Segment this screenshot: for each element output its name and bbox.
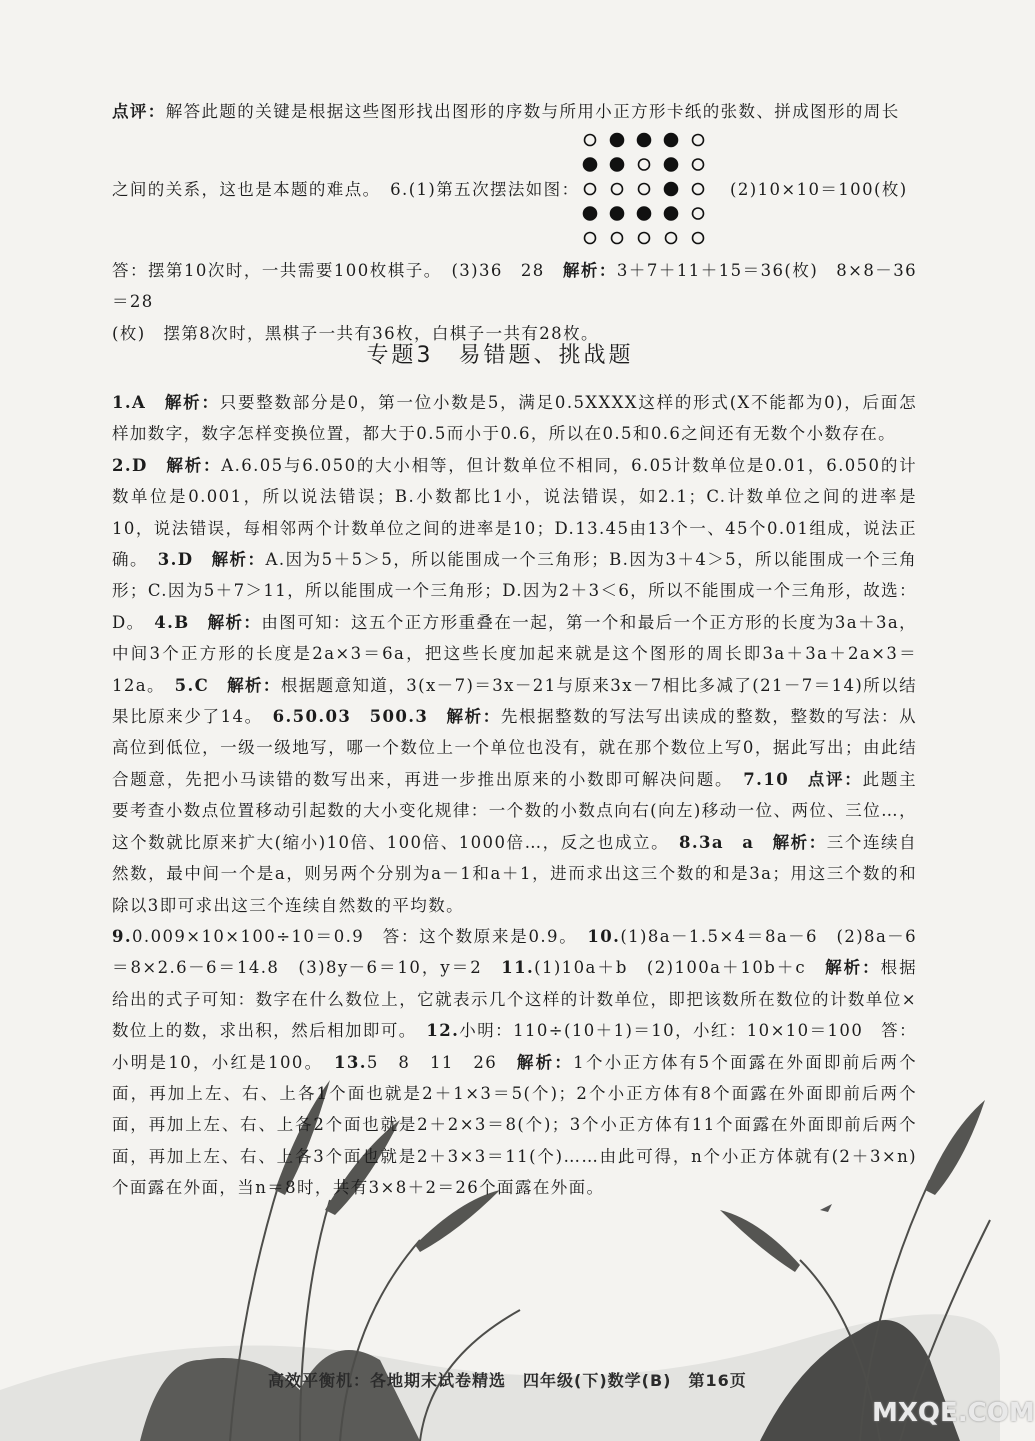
q12-number: 12.	[426, 1021, 460, 1041]
answer-line-3	[112, 255, 917, 349]
black-piece	[584, 207, 597, 220]
analysis-text: 3＋7＋11＋15＝36(枚) 8×8－36＝28	[112, 261, 918, 312]
answer-text-3: 答：摆第10次时，一共需要100枚棋子。 (3)36 28	[112, 261, 563, 280]
comment-line-2	[112, 174, 582, 205]
chess-piece-grid	[580, 130, 714, 248]
q13-analysis: 1个小正方体有5个面露在外面即前后两个面，再加上左、右、上各1个面也就是2＋1×3＝5(个)；2个小正方体有8个面露在外面即前后两个面，再加上左、右、上各2个面也就是2＋2×3＝8(个)；3个小正方体有11个面露在外面即前后两个面，再加上左、右、上各3个面也就是2＋3×3＝11(个)……由此可得，n个小正方体就有(2＋3×n)个面露在外面，当n＝8时，共有3×8＋2＝26个面露在外面。	[112, 1052, 917, 1198]
q13-analysis-label: 解析：	[516, 1052, 574, 1072]
q1-analysis: 只要整数部分是0，第一位小数是5，满足0.5XXXX这样的形式(X不能都为0)，后面怎样加数字，数字怎样变换位置，都大于0.5而小于0.6，所以在0.5和0.6之间还有无数个小数存在。	[112, 393, 917, 444]
q4-number: 4.B	[154, 612, 208, 632]
q9-answer: 0.009×10×100÷10＝0.9 答：这个数原来是0.9。	[132, 926, 588, 946]
comment-line-1	[112, 96, 917, 127]
q6-part1: 6.(1)第五次摆法如图：	[390, 180, 580, 199]
q8-analysis: 三个连续自然数，最中间一个是a，则另两个分别为a－1和a＋1，进而求出这三个数的和是3a；用这三个数的和除以3即可求出这三个连续自然数的平均数。	[112, 832, 917, 915]
q11-answer: (1)10a＋b (2)100a＋10b＋c	[534, 958, 826, 978]
q7-comment-label: 点评：	[807, 769, 863, 789]
q1-number: 1.A	[112, 393, 165, 412]
comment-text-2: 之间的关系，这也是本题的难点。	[112, 180, 373, 199]
comment-text: 解答此题的关键是根据这些图形找出图形的序数与所用小正方形卡纸的张数、拼成图形的周长	[165, 102, 900, 121]
q4-analysis-label: 解析：	[207, 612, 262, 632]
white-piece	[639, 159, 650, 170]
white-piece	[585, 184, 596, 195]
black-piece	[611, 134, 624, 147]
white-piece	[612, 233, 623, 244]
white-piece	[693, 208, 704, 219]
q1-analysis-label: 解析：	[164, 393, 220, 412]
q11-number: 11.	[501, 958, 535, 978]
black-piece	[611, 158, 624, 171]
black-piece	[584, 158, 597, 171]
q10-number: 10.	[587, 926, 621, 946]
q6-part2: (2)10×10＝100(枚)	[730, 180, 908, 199]
section-heading: 专题3 易错题、挑战题	[366, 343, 634, 368]
q9-number: 9.	[112, 926, 133, 946]
q3-number: 3.D	[157, 550, 212, 570]
white-piece	[585, 233, 596, 244]
white-piece	[693, 233, 704, 244]
answer-text-4: (枚) 摆第8次时，黑棋子一共有36枚，白棋子一共有28枚。	[112, 323, 599, 343]
white-piece	[666, 233, 677, 244]
site-watermark: MXQE.COM	[872, 1398, 1035, 1428]
q6-number: 6.50.03 500.3	[272, 707, 447, 727]
white-piece	[585, 135, 596, 146]
q6-analysis: 先根据整数的写法写出读成的整数，整数的写法：从高位到低位，一级一级地写，哪一个数位上一个单位也没有，就在那个数位上写0，据此写出；由此结合题意，先把小马读错的数写出来，再进一步推出原来的小数即可解决问题。	[112, 707, 918, 789]
q2-analysis: A.6.05与6.050的大小相等，但计数单位不相同，6.05计数单位是0.01，6.050的计数单位是0.001，所以说法错误；B.小数都比1小，说法错误，如2.1；C.计数单位之间的进率是10，说法错误，每相邻两个计数单位之间的进率是10；D.13.45由13个一、45个0.01组成，说法正确。	[112, 455, 917, 570]
analysis-label: 解析：	[562, 261, 617, 280]
white-piece	[639, 184, 650, 195]
q13-answer: 5 8 11 26	[366, 1052, 517, 1072]
white-piece	[639, 233, 650, 244]
section-answers	[112, 387, 917, 1204]
q3-analysis-label: 解析：	[211, 550, 266, 570]
black-piece	[611, 207, 624, 220]
q5-number: 5.C	[174, 675, 228, 695]
q10-answer: (1)8a－1.5×4＝8a－6 (2)8a－6＝8×2.6－6＝14.8 (3)8y－6＝10，y＝2	[112, 926, 917, 978]
black-piece	[638, 207, 651, 220]
white-piece	[612, 184, 623, 195]
black-piece	[665, 207, 678, 220]
q8-number: 8.3a a	[679, 832, 773, 852]
q5-analysis: 根据题意知道，3(x－7)＝3x－21与原来3x－7相比多减了(21－7＝14)所以结果比原来少了14。	[112, 675, 917, 727]
q3-analysis: A.因为5＋5＞5，所以能围成一个三角形；B.因为3＋4＞5，所以能围成一个三角形；C.因为5＋7＞11，所以能围成一个三角形；D.因为2＋3＜6，所以不能围成一个三角形，故选：D。	[112, 550, 918, 632]
q13-number: 13.	[333, 1052, 367, 1072]
q11-analysis-label: 解析：	[825, 958, 881, 978]
white-piece	[693, 159, 704, 170]
black-piece	[638, 134, 651, 147]
q2-analysis-label: 解析：	[166, 455, 222, 475]
white-piece	[693, 184, 704, 195]
q11-analysis: 根据给出的式子可知：数字在什么数位上，它就表示几个这样的计数单位，即把该数所在数位的计数单位×数位上的数，求出积，然后相加即可。	[112, 958, 917, 1041]
q5-analysis-label: 解析：	[227, 675, 281, 695]
white-piece	[693, 135, 704, 146]
q6-analysis-label: 解析：	[446, 707, 501, 727]
q4-analysis: 由图可知：这五个正方形重叠在一起，第一个和最后一个正方形的长度为3a＋3a，中间3个正方形的长度是2a×3＝6a，把这些长度加起来就是这个图形的周长即3a＋3a＋2a×3＝12a。	[112, 612, 918, 695]
q2-number: 2.D	[112, 455, 167, 475]
black-piece	[665, 183, 678, 196]
black-piece	[665, 158, 678, 171]
comment-label: 点评：	[112, 102, 166, 121]
black-piece	[665, 134, 678, 147]
q8-analysis-label: 解析：	[772, 832, 827, 852]
q7-number: 7.10	[743, 769, 808, 789]
q12-answer: 小明：110÷(10＋1)＝10，小红：10×10＝100 答：小明是10，小红是100。	[112, 1021, 917, 1072]
page-footer: 高效平衡机：各地期末试卷精选 四年级(下)数学(B) 第16页	[268, 1371, 747, 1390]
q7-comment: 此题主要考查小数点位置移动引起数的大小变化规律：一个数的小数点向右(向左)移动一位、两位、三位…，这个数就比原来扩大(缩小)10倍、100倍、1000倍…，反之也成立。	[112, 769, 918, 852]
